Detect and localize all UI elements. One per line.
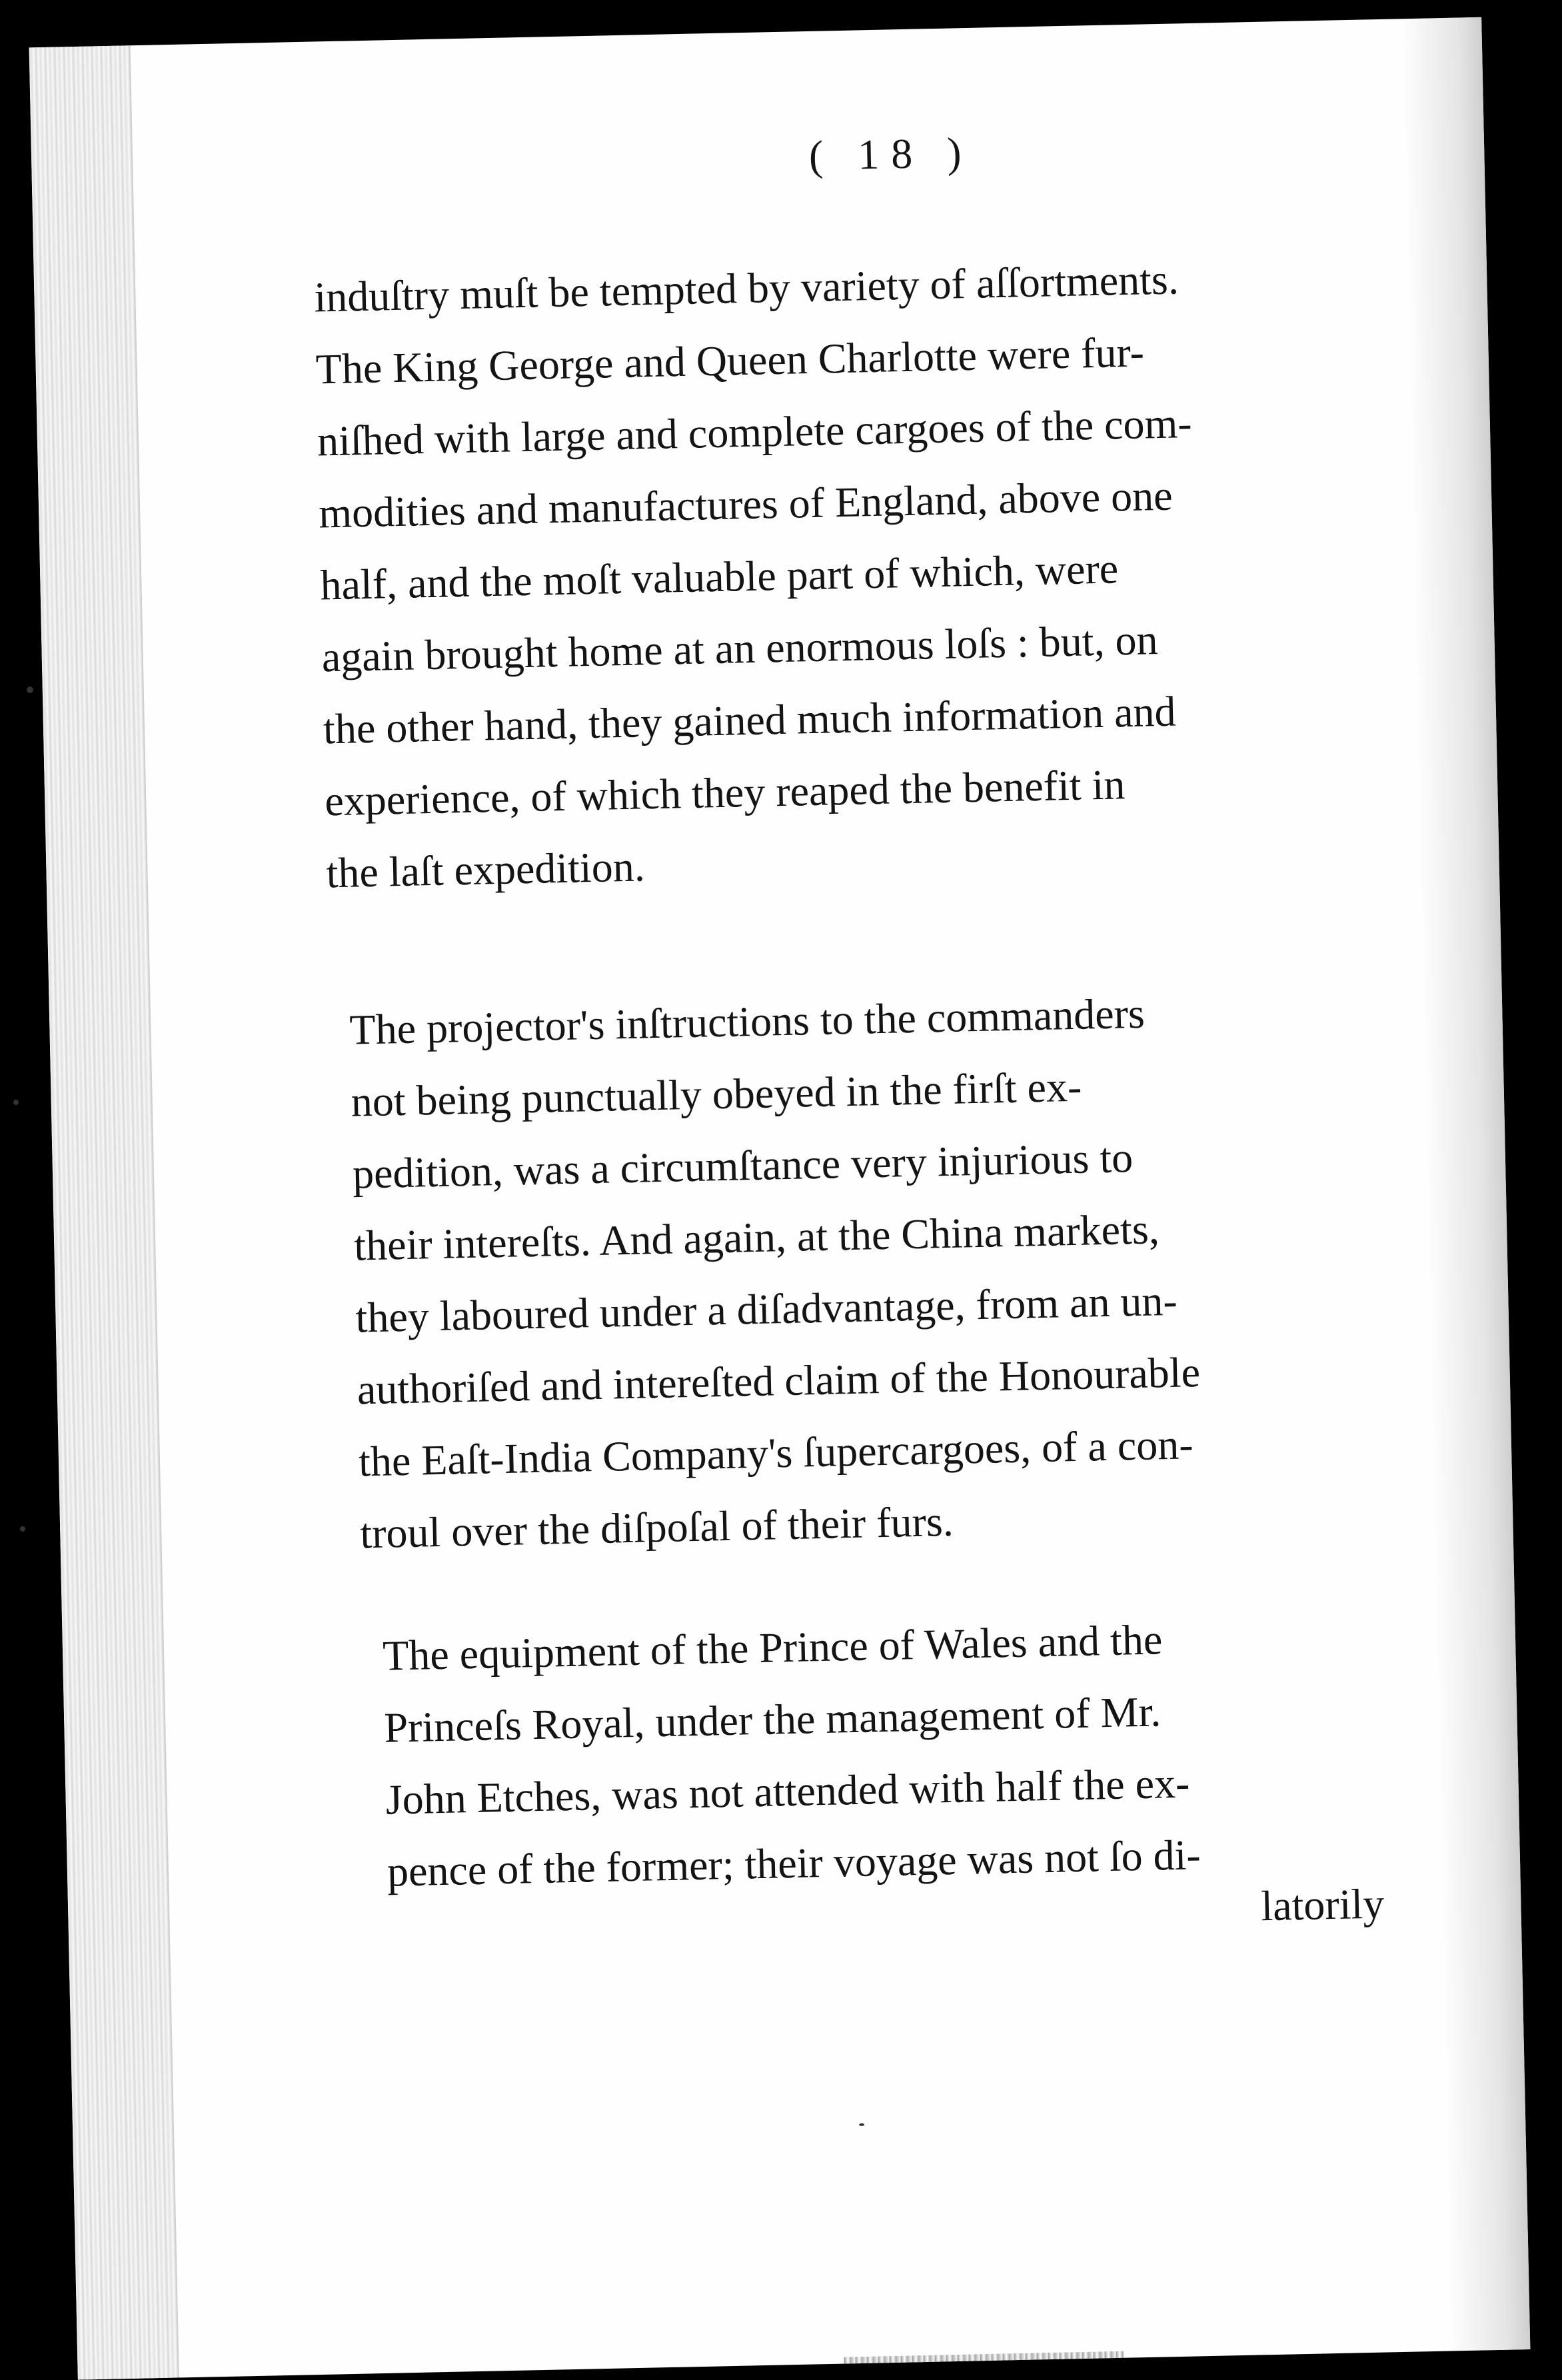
text-line: pedition, was a circumſtance very injurious to [352, 1134, 1134, 1198]
text-line: not being punctually obeyed in the firſt ex- [351, 1062, 1082, 1126]
ink-speck [859, 2123, 864, 2126]
text-line: modities and manufactures of England, above one [318, 471, 1173, 537]
text-line: niſhed with large and complete cargoes of the com- [317, 399, 1193, 465]
paragraph [313, 241, 1299, 909]
text-line: Princeſs Royal, under the management of Mr. [383, 1688, 1162, 1752]
text-line: again brought home at an enormous loſs : but, on [321, 616, 1159, 681]
text-line: the other hand, they gained much information and [323, 687, 1177, 753]
paragraph [382, 1600, 1361, 1907]
ink-speck [20, 1526, 25, 1532]
ink-speck [1507, 1230, 1512, 1235]
text-line: The equipment of the Prince of Wales and the [382, 1616, 1163, 1680]
gutter-shadow [1401, 17, 1530, 2351]
catchword: latorily [1260, 1879, 1385, 1930]
scan-artifact [844, 2351, 1124, 2377]
ink-speck [1511, 503, 1515, 511]
text-line: induſtry muſt be tempted by variety of aſſortments. [313, 255, 1179, 321]
text-line: authoriſed and intereſted claim of the Honourable [357, 1348, 1201, 1414]
text-line: pence of the former; their voyage was not ſo di- [387, 1831, 1201, 1895]
text-line: their intereſts. And again, at the China markets, [353, 1205, 1160, 1270]
text-line: half, and the moſt valuable part of which, were [319, 545, 1119, 609]
book-page [29, 17, 1531, 2380]
ink-speck [1503, 430, 1510, 435]
page-edges [29, 45, 179, 2379]
text-block [309, 20, 1385, 1930]
text-line: John Etches, was not attended with half the ex- [385, 1759, 1191, 1823]
text-line: they laboured under a diſadvantage, from an un- [355, 1276, 1178, 1342]
text-line: The King George and Queen Charlotte were fur- [315, 328, 1145, 393]
page-number: ( 18 ) [808, 128, 974, 179]
paragraph [349, 974, 1333, 1570]
text-line: troul over the diſpoſal of their furs. [359, 1497, 954, 1558]
ink-speck [27, 686, 33, 693]
text-line: The projector's inſtructions to the commanders [349, 989, 1146, 1054]
text-line: the laſt expedition. [325, 842, 646, 897]
text-line: experience, of which they reaped the benefit in [324, 760, 1126, 825]
ink-speck [13, 1100, 19, 1105]
text-line: the Eaſt-India Company's ſupercargoes, of a con- [358, 1420, 1194, 1486]
